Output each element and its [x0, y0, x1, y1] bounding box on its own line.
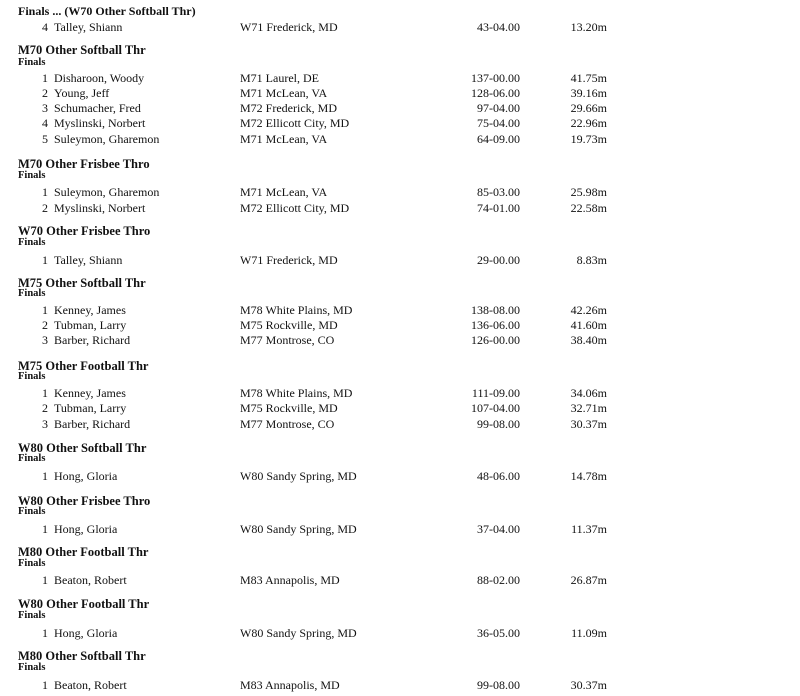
- athlete-name: Hong, Gloria: [54, 522, 118, 536]
- round-label: Finals: [18, 558, 46, 569]
- mark-metric: 14.78m: [570, 469, 607, 483]
- mark-imperial: 128-06.00: [471, 86, 520, 100]
- result-place: 1: [42, 573, 48, 587]
- athlete-name: Schumacher, Fred: [54, 101, 141, 115]
- event-title: M80 Other Softball Thr: [18, 649, 146, 663]
- result-place: 1: [42, 626, 48, 640]
- result-row: [0, 417, 800, 432]
- age-team: M75 Rockville, MD: [240, 318, 338, 332]
- mark-imperial: 48-06.00: [477, 469, 520, 483]
- athlete-name: Young, Jeff: [54, 86, 110, 100]
- result-row: [0, 71, 800, 86]
- result-row: [0, 86, 800, 101]
- result-row: [0, 303, 800, 318]
- result-place: 1: [42, 71, 48, 85]
- mark-metric: 30.37m: [570, 678, 607, 692]
- mark-imperial: 137-00.00: [471, 71, 520, 85]
- result-place: 2: [42, 201, 48, 215]
- result-place: 3: [42, 417, 48, 431]
- mark-imperial: 29-00.00: [477, 253, 520, 267]
- event-title: M70 Other Softball Thr: [18, 43, 146, 57]
- event-title: M70 Other Frisbee Thro: [18, 157, 150, 171]
- result-place: 1: [42, 469, 48, 483]
- athlete-name: Kenney, James: [54, 386, 126, 400]
- result-row: [0, 386, 800, 401]
- athlete-name: Beaton, Robert: [54, 573, 127, 587]
- result-place: 2: [42, 401, 48, 415]
- event-title: W80 Other Frisbee Thro: [18, 494, 151, 508]
- athlete-name: Suleymon, Gharemon: [54, 185, 160, 199]
- age-team: M71 Laurel, DE: [240, 71, 319, 85]
- result-place: 1: [42, 678, 48, 692]
- result-row: [0, 678, 800, 693]
- age-team: M77 Montrose, CO: [240, 417, 335, 431]
- round-label: Finals: [18, 57, 46, 68]
- round-label: Finals: [18, 453, 46, 464]
- mark-imperial: 99-08.00: [477, 417, 520, 431]
- mark-imperial: 126-00.00: [471, 333, 520, 347]
- mark-imperial: 88-02.00: [477, 573, 520, 587]
- athlete-name: Tubman, Larry: [54, 401, 127, 415]
- mark-imperial: 37-04.00: [477, 522, 520, 536]
- event-title: W80 Other Football Thr: [18, 597, 150, 611]
- round-label: Finals: [18, 288, 46, 299]
- mark-imperial: 75-04.00: [477, 116, 520, 130]
- age-team: M72 Ellicott City, MD: [240, 116, 350, 130]
- result-place: 1: [42, 386, 48, 400]
- age-team: M72 Ellicott City, MD: [240, 201, 350, 215]
- age-team: W71 Frederick, MD: [240, 253, 338, 267]
- event-title: W80 Other Softball Thr: [18, 441, 147, 455]
- athlete-name: Beaton, Robert: [54, 678, 127, 692]
- age-team: M71 McLean, VA: [240, 132, 328, 146]
- mark-imperial: 111-09.00: [471, 386, 520, 400]
- result-row: [0, 318, 800, 333]
- mark-imperial: 99-08.00: [477, 678, 520, 692]
- mark-metric: 8.83m: [576, 253, 607, 267]
- mark-imperial: 107-04.00: [471, 401, 520, 415]
- result-row: [0, 469, 800, 484]
- mark-imperial: 97-04.00: [477, 101, 520, 115]
- result-place: 4: [42, 116, 48, 130]
- result-row: [0, 116, 800, 131]
- round-label: Finals: [18, 662, 46, 673]
- mark-metric: 39.16m: [570, 86, 607, 100]
- result-place: 1: [42, 303, 48, 317]
- age-team: W71 Frederick, MD: [240, 20, 338, 34]
- result-row: [0, 201, 800, 216]
- athlete-name: Suleymon, Gharemon: [54, 132, 160, 146]
- result-row: [0, 253, 800, 268]
- age-team: W80 Sandy Spring, MD: [240, 626, 357, 640]
- age-team: M83 Annapolis, MD: [240, 678, 340, 692]
- round-label: Finals: [18, 237, 46, 248]
- mark-metric: 29.66m: [570, 101, 607, 115]
- result-place: 2: [42, 318, 48, 332]
- result-row: [0, 333, 800, 348]
- result-place: 1: [42, 253, 48, 267]
- continued-heading: Finals ... (W70 Other Softball Thr): [18, 4, 196, 18]
- event-title: M80 Other Football Thr: [18, 545, 149, 559]
- age-team: M71 McLean, VA: [240, 86, 328, 100]
- athlete-name: Tubman, Larry: [54, 318, 127, 332]
- mark-metric: 22.58m: [570, 201, 607, 215]
- athlete-name: Talley, Shiann: [54, 20, 123, 34]
- result-place: 3: [42, 333, 48, 347]
- athlete-name: Barber, Richard: [54, 417, 131, 431]
- round-label: Finals: [18, 371, 46, 382]
- mark-metric: 11.09m: [571, 626, 607, 640]
- age-team: W80 Sandy Spring, MD: [240, 469, 357, 483]
- mark-imperial: 85-03.00: [477, 185, 520, 199]
- result-row: [0, 20, 800, 35]
- result-row: [0, 101, 800, 116]
- age-team: M77 Montrose, CO: [240, 333, 335, 347]
- event-title: W70 Other Frisbee Thro: [18, 224, 151, 238]
- round-label: Finals: [18, 610, 46, 621]
- result-row: [0, 522, 800, 537]
- result-row: [0, 132, 800, 147]
- mark-metric: 22.96m: [570, 116, 607, 130]
- result-place: 2: [42, 86, 48, 100]
- mark-metric: 30.37m: [570, 417, 607, 431]
- result-row: [0, 185, 800, 200]
- mark-imperial: 36-05.00: [477, 626, 520, 640]
- result-place: 1: [42, 185, 48, 199]
- mark-metric: 11.37m: [571, 522, 607, 536]
- mark-metric: 34.06m: [570, 386, 607, 400]
- event-title: M75 Other Softball Thr: [18, 276, 146, 290]
- athlete-name: Barber, Richard: [54, 333, 131, 347]
- mark-imperial: 136-06.00: [471, 318, 520, 332]
- athlete-name: Disharoon, Woody: [54, 71, 145, 85]
- event-title: M75 Other Football Thr: [18, 359, 149, 373]
- mark-imperial: 74-01.00: [477, 201, 520, 215]
- athlete-name: Myslinski, Norbert: [54, 116, 146, 130]
- age-team: M72 Frederick, MD: [240, 101, 337, 115]
- age-team: M75 Rockville, MD: [240, 401, 338, 415]
- result-place: 3: [42, 101, 48, 115]
- mark-metric: 25.98m: [570, 185, 607, 199]
- mark-metric: 38.40m: [570, 333, 607, 347]
- result-place: 1: [42, 522, 48, 536]
- round-label: Finals: [18, 170, 46, 181]
- age-team: M71 McLean, VA: [240, 185, 328, 199]
- athlete-name: Talley, Shiann: [54, 253, 123, 267]
- mark-metric: 32.71m: [570, 401, 607, 415]
- mark-metric: 41.60m: [570, 318, 607, 332]
- athlete-name: Hong, Gloria: [54, 469, 118, 483]
- age-team: M78 White Plains, MD: [240, 386, 353, 400]
- age-team: M83 Annapolis, MD: [240, 573, 340, 587]
- mark-imperial: 43-04.00: [477, 20, 520, 34]
- mark-imperial: 64-09.00: [477, 132, 520, 146]
- mark-metric: 41.75m: [570, 71, 607, 85]
- mark-imperial: 138-08.00: [471, 303, 520, 317]
- mark-metric: 19.73m: [570, 132, 607, 146]
- result-row: [0, 626, 800, 641]
- result-place: 4: [42, 20, 48, 34]
- result-place: 5: [42, 132, 48, 146]
- athlete-name: Myslinski, Norbert: [54, 201, 146, 215]
- result-row: [0, 573, 800, 588]
- round-label: Finals: [18, 506, 46, 517]
- athlete-name: Hong, Gloria: [54, 626, 118, 640]
- mark-metric: 13.20m: [570, 20, 607, 34]
- age-team: W80 Sandy Spring, MD: [240, 522, 357, 536]
- result-row: [0, 401, 800, 416]
- mark-metric: 42.26m: [570, 303, 607, 317]
- age-team: M78 White Plains, MD: [240, 303, 353, 317]
- mark-metric: 26.87m: [570, 573, 607, 587]
- athlete-name: Kenney, James: [54, 303, 126, 317]
